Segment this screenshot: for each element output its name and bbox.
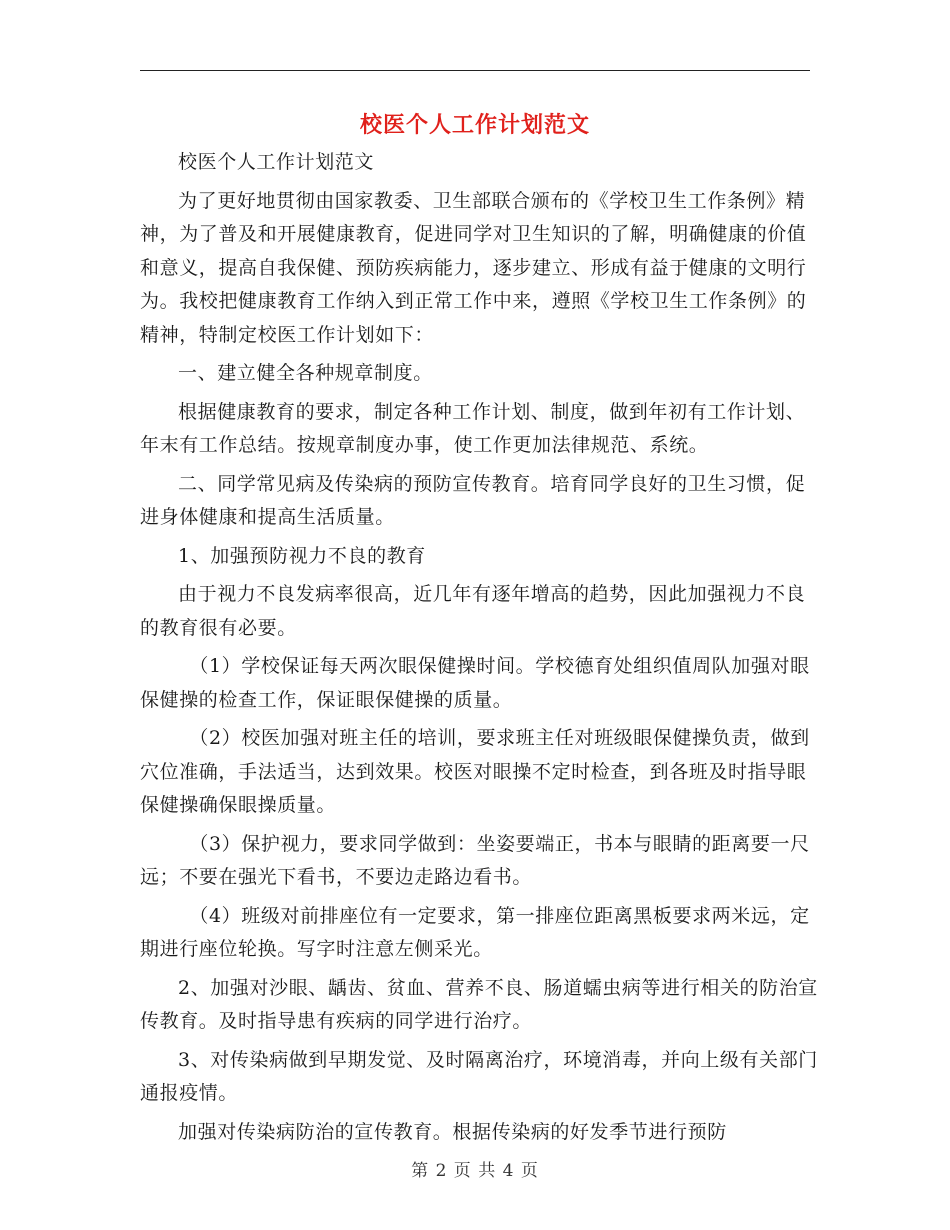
document-title: 校医个人工作计划范文: [359, 112, 590, 138]
document-body: [140, 146, 820, 1154]
paragraph-infectious: 加强对传染病防治的宣传教育。根据传染病的好发季节进行预防: [178, 1120, 727, 1143]
sub-item-1: （1）学校保证每天两次眼保健操时间。学校德育处组织值周队加强对眼保健操的检查工作，保证眼保健操的质量。: [140, 655, 810, 711]
header-rule: [140, 70, 810, 71]
page-footer: [0, 1156, 950, 1181]
paragraph-vision: 由于视力不良发病率很高，近几年有逐年增高的趋势，因此加强视力不良的教育很有必要。: [140, 583, 806, 639]
page-number: 第 2 页 共 4 页: [411, 1161, 539, 1181]
section-heading-2: 二、同学常见病及传染病的预防宣传教育。培育同学良好的卫生习惯，促进身体健康和提高生活质量。: [140, 472, 806, 528]
paragraph-intro: 为了更好地贯彻由国家教委、卫生部联合颁布的《学校卫生工作条例》精神，为了普及和开展健康教育，促进同学对卫生知识的了解，明确健康的价值和意义，提高自我保健、预防疾病能力，逐步建立、形成有益于健康的文明行为。我校把健康教育工作纳入到正常工作中来，遵照《学校卫生工作条例》的精神，特制定校医工作计划如下：: [140, 189, 807, 346]
sub-item-2: （2）校医加强对班主任的培训，要求班主任对班级眼保健操负责，做到穴位准确，手法适当，达到效果。校医对眼操不定时检查，到各班及时指导眼保健操确保眼操质量。: [140, 727, 810, 816]
item-heading-2: 2、加强对沙眼、龋齿、贫血、营养不良、肠道蠕虫病等进行相关的防治宣传教育。及时指导患有疾病的同学进行治疗。: [140, 976, 818, 1032]
paragraph-subtitle: 校医个人工作计划范文: [178, 151, 375, 173]
paragraph-rules: 根据健康教育的要求，制定各种工作计划、制度，做到年初有工作计划、年末有工作总结。按规章制度办事，使工作更加法律规范、系统。: [140, 400, 806, 456]
item-heading-1: 1、加强预防视力不良的教育: [178, 544, 426, 567]
item-heading-3: 3、对传染病做到早期发觉、及时隔离治疗，环境消毒，并向上级有关部门通报疫情。: [140, 1048, 818, 1104]
section-heading-1: 一、建立健全各种规章制度。: [178, 362, 433, 384]
sub-item-4: （4）班级对前排座位有一定要求，第一排座位距离黑板要求两米远，定期进行座位轮换。写字时注意左侧采光。: [140, 904, 810, 960]
sub-item-3: （3）保护视力，要求同学做到：坐姿要端正，书本与眼睛的距离要一尺远；不要在强光下看书，不要边走路边看书。: [140, 832, 810, 888]
